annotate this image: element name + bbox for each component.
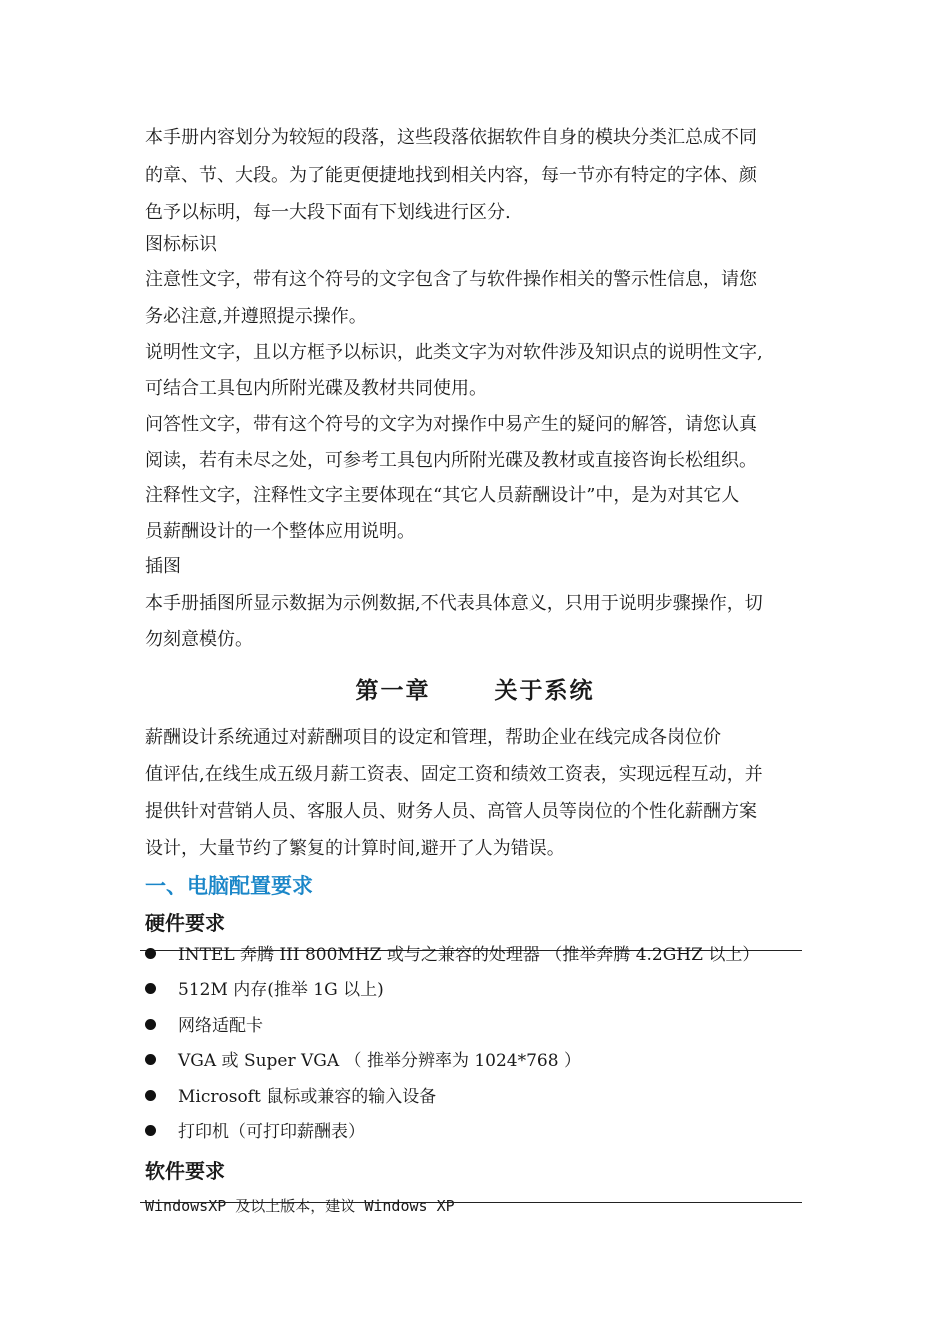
bullet-icon [145,1090,156,1101]
intro-line: 的章、节、大段。为了能更便捷地找到相关内容，每一节亦有特定的字体、颜 [145,165,757,186]
software-heading: 软件要求 [145,1159,225,1183]
notice-line: 注意性文字，带有这个符号的文字包含了与软件操作相关的警示性信息，请您 [145,269,757,290]
list-item: Microsoft 鼠标或兼容的输入设备 [145,1086,436,1108]
list-item: VGA 或 Super VGA （ 推举分辨率为 1024*768 ） [145,1050,581,1072]
chapter-title [0,672,950,705]
section-heading: 一、电脑配置要求 [145,874,313,898]
annotation-line: 员薪酬设计的一个整体应用说明。 [145,521,415,542]
intro-line: 本手册内容划分为较短的段落，这些段落依据软件自身的模块分类汇总成不同 [145,127,757,148]
chapter-body-line: 提供针对营销人员、客服人员、财务人员、高管人员等岗位的个性化薪酬方案 [145,801,757,822]
software-text: WindowsXP 及以上版本，建议 Windows XP [145,1197,455,1215]
chapter-body-line: 薪酬设计系统通过对薪酬项目的设定和管理，帮助企业在线完成各岗位价 [145,727,721,748]
explain-line: 可结合工具包内所附光碟及教材共同使用。 [145,378,487,399]
bullet-icon [145,1125,156,1136]
illustration-heading: 插图 [145,556,181,577]
qa-line: 问答性文字，带有这个符号的文字为对操作中易产生的疑问的解答，请您认真 [145,414,757,435]
icon-heading: 图标标识 [145,234,217,255]
software-underline [140,1202,802,1203]
illustration-line: 勿刻意模仿。 [145,629,253,650]
list-item: INTEL 奔腾 III 800MHZ 或与之兼容的处理器 （推举奔腾 4.2GHZ 以上） [145,944,759,966]
illustration-line: 本手册插图所显示数据为示例数据,不代表具体意义，只用于说明步骤操作，切 [145,593,763,614]
notice-line: 务必注意,并遵照提示操作。 [145,306,367,327]
chapter-number: 第一章 [355,677,431,704]
list-item: 网络适配卡 [145,1015,263,1037]
list-item: 512M 内存(推举 1G 以上) [145,979,384,1001]
chapter-body-line: 设计，大量节约了繁复的计算时间,避开了人为错误。 [145,838,565,859]
bullet-icon [145,1054,156,1065]
annotation-line: 注释性文字，注释性文字主要体现在“其它人员薪酬设计”中，是为对其它人 [145,485,740,506]
bullet-icon [145,948,156,959]
hardware-heading: 硬件要求 [145,911,225,935]
chapter-body-line: 值评估,在线生成五级月薪工资表、固定工资和绩效工资表，实现远程互动，并 [145,764,763,785]
intro-line: 色予以标明，每一大段下面有下划线进行区分. [145,202,511,223]
bullet-icon [145,1019,156,1030]
list-item: 打印机（可打印薪酬表） [145,1121,365,1143]
qa-line: 阅读，若有未尽之处，可参考工具包内所附光碟及教材或直接咨询长松组织。 [145,450,757,471]
bullet-icon [145,983,156,994]
chapter-name: 关于系统 [494,677,595,704]
explain-line: 说明性文字，且以方框予以标识，此类文字为对软件涉及知识点的说明性文字, [145,342,763,363]
